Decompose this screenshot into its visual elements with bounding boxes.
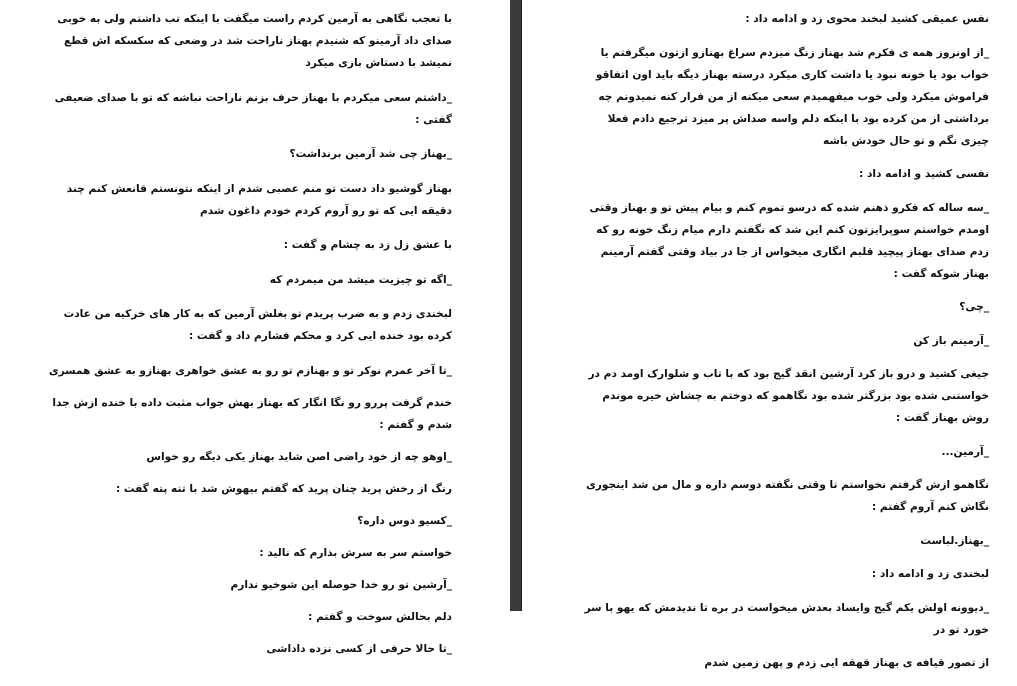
paragraph: _بهناز چی شد آرمین برنداشت؟: [289, 148, 452, 160]
paragraph: _چی؟: [959, 301, 989, 313]
paragraph: با تعجب نگاهی به آرمین کردم راست میگفت با اینکه تب داشتم ولی به خوبی صدای داد آرمینو که شنیدم بهناز ناراحت شد در وضعی که سکسکه اش قطع نمیشد با دستاش بازی میکرد: [57, 13, 452, 69]
paragraph: _اگه تو چیزیت میشد من میمردم که: [269, 273, 452, 286]
paragraph: _دیوونه اولش یکم گیج وایساد بعدش میخواست در بره تا ندیدمش که یهو با سر خورد تو در: [584, 601, 989, 636]
right-page-text-column: [584, 8, 989, 686]
paragraph: لبخندی زد و ادامه داد :: [871, 568, 989, 580]
paragraph: _تا آخر عمرم نوکر تو و بهنازم تو رو به عشق خواهری بهنازو به عشق همسری: [48, 364, 452, 377]
paragraph: خواستم سر به سرش بذارم که نالید :: [259, 546, 452, 559]
paragraph: _تا حالا حرفی از کسی نزده داداشی: [266, 642, 452, 655]
left-page-text-column: [42, 8, 452, 670]
paragraph: جیغی کشید و درو باز کرد آرشین انقد گیج بود که با تاب و شلوارک اومد دم در خواستنی شده بود بزرگتر شده بود نگاهمو که دوختم به چشاش خیره موندم روش بهناز گفت :: [588, 368, 989, 424]
paragraph: _سه ساله که فکرو ذهنم شده که درسو تموم کنم و بیام پیش تو و بهناز وقتی اومدم خواستم سوپرایزتون کنم این شد که نگفتم دارم میام زنگ خونه رو که زدم صدای بهناز پیچید قلبم انگاری میخواس از جا در بیاد وقتی گفتم آرمینم بهناز شوکه گفت :: [589, 201, 989, 280]
paragraph: _آرشین تو رو خدا حوصله این شوخیو ندارم: [230, 578, 452, 591]
paragraph: از تصور قیافه ی بهناز قهقه ایی زدم و پهن زمین شدم: [704, 657, 989, 669]
paragraph: دلم بحالش سوخت و گفتم :: [308, 610, 452, 623]
left-page: [0, 0, 510, 655]
paragraph: _داشتم سعی میکردم با بهناز حرف بزنم ناراحت نباشه که تو با صدای ضعیفی گفتی :: [54, 91, 452, 126]
right-page: [522, 0, 1017, 669]
paragraph: رنگ از رخش پرید چنان پرید که گفتم بیهوش شد با تته پته گفت :: [115, 482, 452, 495]
paragraph: _آرمینم باز کن: [913, 334, 989, 347]
paragraph: _از اونروز همه ی فکرم شد بهناز زنگ میزدم سراغ بهنازو ازتون میگرفتم یا خواب بود یا خونه نبود یا داشت کاری میکرد درسته بهناز دیگه باید اون اتفاقو فراموش میکرد ولی خوب میفهمیدم سعی میکنه از من فرار کنه نمیدونم چه برداشتی از من کرده بود با اینکه دلم واسه صداش پر میزد ترجیع دادم فعلا چیزی نگم و تو حال خودش باشه: [595, 46, 989, 147]
paragraph: _اوهو چه از خود راضی اصن شاید بهناز یکی دیگه رو خواس: [146, 450, 452, 463]
paragraph: نگاهمو ازش گرفتم نخواستم تا وقتی نگفته دوسم داره و مال من شد اینجوری نگاش کنم آروم گفتم :: [586, 479, 989, 513]
paragraph: بهناز گوشیو داد دست تو منم عصبی شدم از اینکه نتونستم قانعش کنم چند دقیقه ایی که تو رو آروم کردم خودم داغون شدم: [66, 182, 452, 217]
paragraph: _کسیو دوس داره؟: [357, 514, 452, 527]
paragraph: لبخندی زدم و به ضرب پریدم تو بغلش آرمین که به کار های خرکیه من عادت کرده بود خنده ایی کرد و محکم فشارم داد و گفت :: [63, 308, 452, 342]
paragraph: _بهناز.لباست: [920, 534, 989, 547]
paragraph: با عشق زل زد به چشام و گفت :: [283, 239, 452, 251]
paragraph: نفس عمیقی کشید لبخند محوی زد و ادامه داد :: [745, 13, 989, 25]
paragraph: نفسی کشید و ادامه داد :: [859, 168, 989, 180]
paragraph: خندم گرفت پررو رو نگا انگار که بهناز بهش جواب مثبت داده با خنده ازش جدا شدم و گفتم :: [52, 396, 452, 431]
paragraph: _آرمین...: [941, 445, 989, 458]
